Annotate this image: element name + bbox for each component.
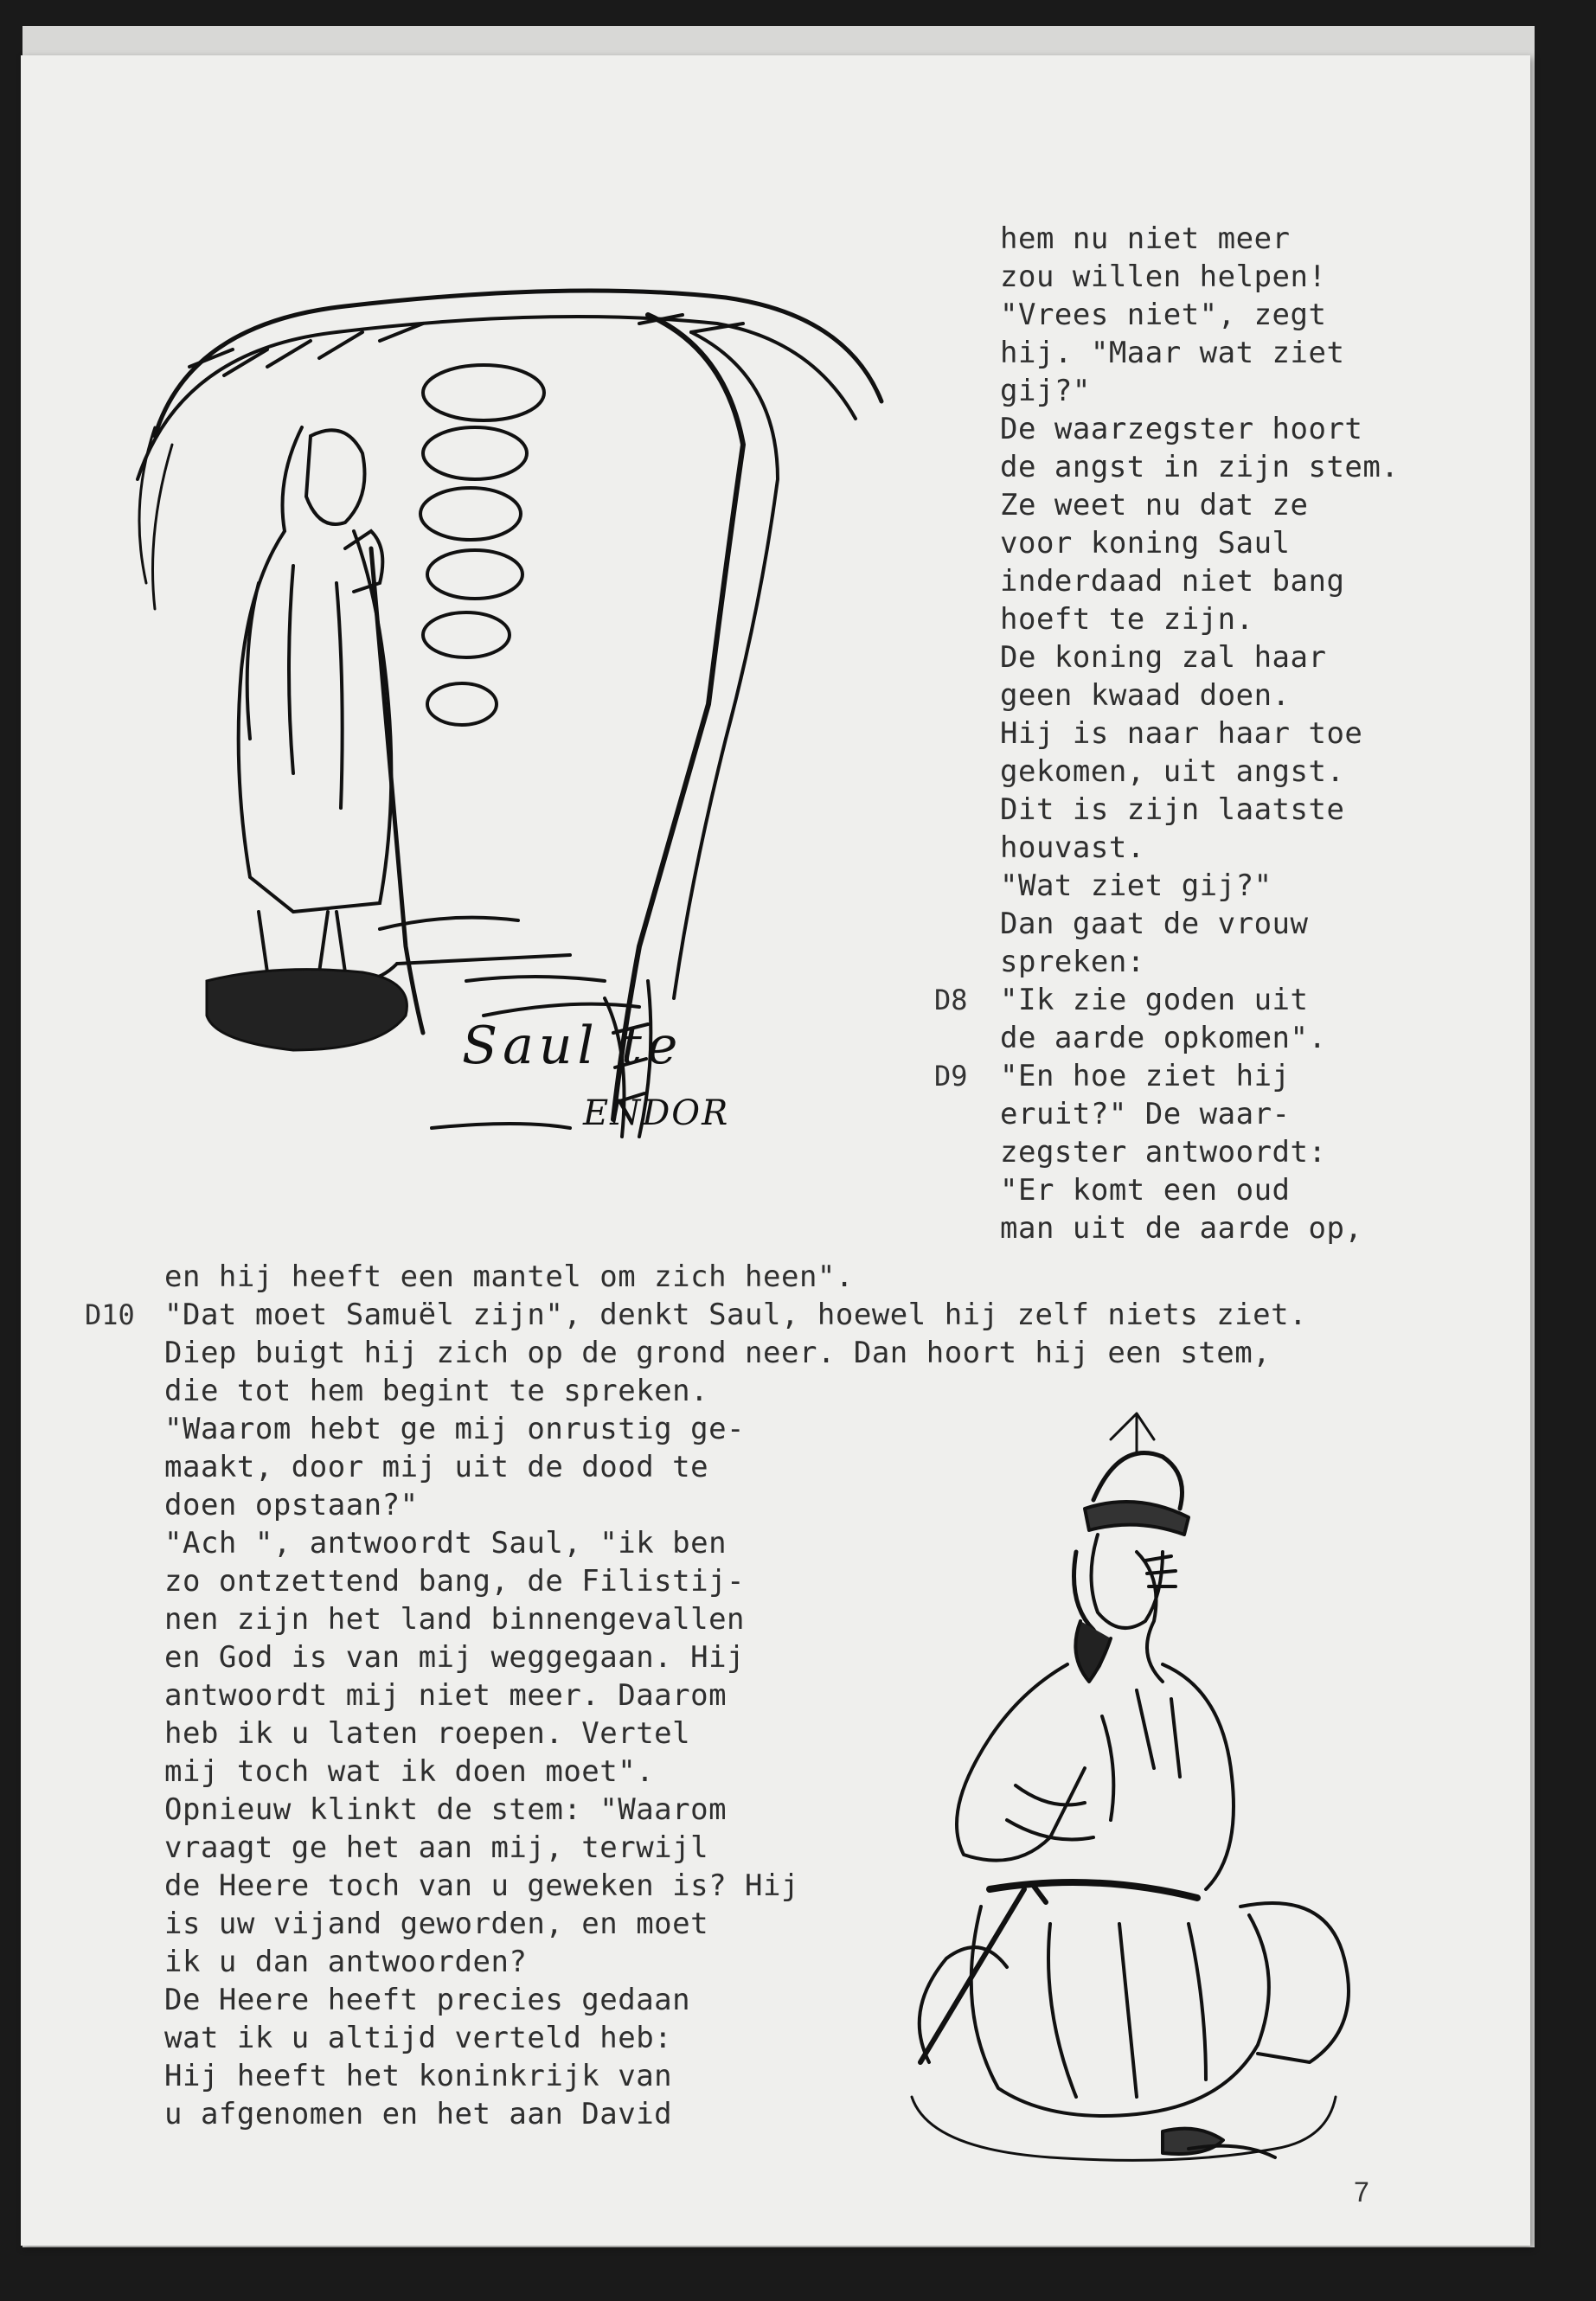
saul-drawing-svg	[877, 1405, 1379, 2166]
text-line: De Heere heeft precies gedaan	[164, 1983, 691, 2017]
text-line: ik u dan antwoorden?	[164, 1945, 528, 1979]
text-line: "Ach ", antwoordt Saul, "ik ben	[164, 1526, 727, 1561]
margin-marker-d10: D10	[85, 1298, 135, 1331]
text-line: "En hoe ziet hij	[1000, 1059, 1291, 1093]
text-line: Dit is zijn laatste	[1000, 792, 1345, 827]
text-line: nen zijn het land binnengevallen	[164, 1602, 746, 1637]
text-line: de Heere toch van u geweken is? Hij	[164, 1868, 799, 1903]
text-line: "Dat moet Samuël zijn", denkt Saul, hoewel hij zelf niets ziet.	[164, 1298, 1308, 1332]
text-line: "Vrees niet", zegt	[1000, 298, 1327, 332]
text-line: Dan gaat de vrouw	[1000, 907, 1309, 941]
text-line: gekomen, uit angst.	[1000, 754, 1345, 789]
caption-saul-te: Saul te	[462, 1016, 683, 1076]
text-line: houvast.	[1000, 830, 1145, 865]
text-line: voor koning Saul	[1000, 526, 1291, 561]
text-line: antwoordt mij niet meer. Daarom	[164, 1678, 727, 1713]
cave-drawing-svg	[120, 220, 968, 1154]
text-line: zo ontzettend bang, de Filistij-	[164, 1564, 746, 1599]
text-line: maakt, door mij uit de dood te	[164, 1450, 709, 1484]
text-line: hoeft te zijn.	[1000, 602, 1254, 637]
text-line: de aarde opkomen".	[1000, 1021, 1327, 1055]
text-line: De koning zal haar	[1000, 640, 1327, 675]
text-line: en hij heeft een mantel om zich heen".	[164, 1259, 854, 1294]
page-number: 7	[1354, 2176, 1369, 2208]
text-line: zou willen helpen!	[1000, 260, 1327, 294]
text-line: Ze weet nu dat ze	[1000, 488, 1309, 522]
text-line: gij?"	[1000, 374, 1091, 408]
text-line: en God is van mij weggegaan. Hij	[164, 1640, 746, 1675]
text-line: mij toch wat ik doen moet".	[164, 1754, 655, 1789]
text-line: eruit?" De waar-	[1000, 1097, 1291, 1131]
text-line: "Ik zie goden uit	[1000, 983, 1309, 1017]
saul-seated-illustration	[877, 1405, 1379, 2166]
text-line: heb ik u laten roepen. Vertel	[164, 1716, 691, 1751]
text-line: Hij is naar haar toe	[1000, 716, 1363, 751]
text-line: "Waarom hebt ge mij onrustig ge-	[164, 1412, 746, 1446]
text-line: die tot hem begint te spreken.	[164, 1374, 709, 1408]
text-line: "Wat ziet gij?"	[1000, 868, 1272, 903]
text-line: spreken:	[1000, 945, 1145, 979]
text-line: man uit de aarde op,	[1000, 1211, 1363, 1246]
text-line: u afgenomen en het aan David	[164, 2097, 673, 2131]
text-line: wat ik u altijd verteld heb:	[164, 2021, 673, 2055]
text-line: hem nu niet meer	[1000, 221, 1291, 256]
text-line: Opnieuw klinkt de stem: "Waarom	[164, 1792, 727, 1827]
text-line: geen kwaad doen.	[1000, 678, 1291, 713]
margin-marker-d9: D9	[934, 1060, 968, 1093]
text-line: hij. "Maar wat ziet	[1000, 336, 1345, 370]
margin-marker-d8: D8	[934, 984, 968, 1016]
text-line: vraagt ge het aan mij, terwijl	[164, 1830, 709, 1865]
text-line: Hij heeft het koninkrijk van	[164, 2059, 673, 2093]
text-line: "Er komt een oud	[1000, 1173, 1291, 1208]
text-line: Diep buigt hij zich op de grond neer. Dan hoort hij een stem,	[164, 1336, 1272, 1370]
text-line: doen opstaan?"	[164, 1488, 419, 1522]
cave-illustration	[120, 220, 968, 1154]
text-line: zegster antwoordt:	[1000, 1135, 1327, 1170]
text-line: is uw vijand geworden, en moet	[164, 1907, 709, 1941]
caption-endor: ENDOR	[583, 1093, 730, 1133]
text-line: inderdaad niet bang	[1000, 564, 1345, 599]
text-line: de angst in zijn stem.	[1000, 450, 1400, 484]
booklet-page	[21, 55, 1530, 2246]
text-line: De waarzegster hoort	[1000, 412, 1363, 446]
